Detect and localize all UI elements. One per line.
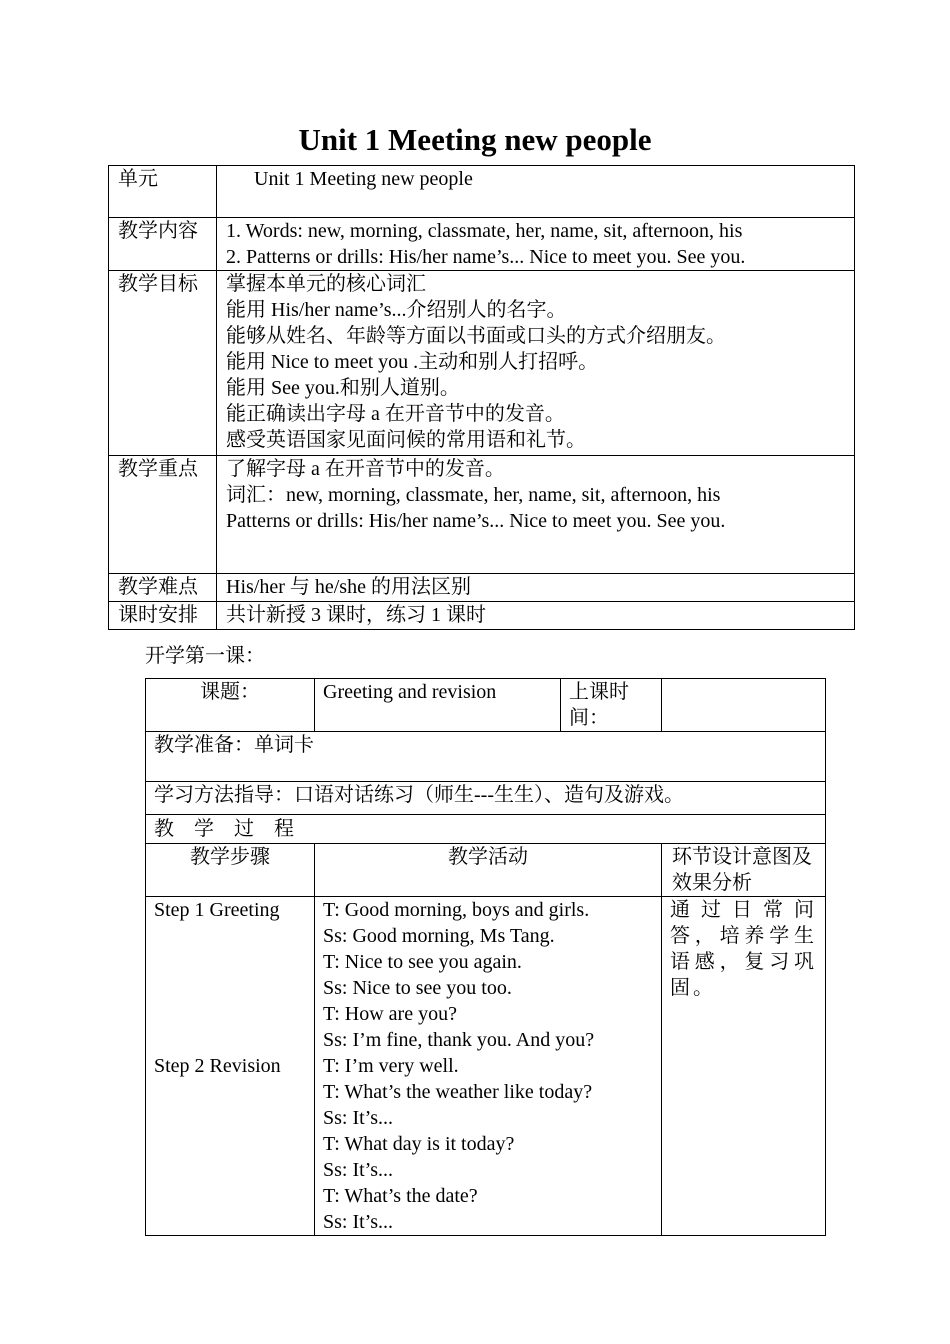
time-value xyxy=(662,679,826,732)
page-title: Unit 1 Meeting new people xyxy=(298,122,652,157)
process-heading: 教学过程 xyxy=(146,815,826,844)
key-point-line: Patterns or drills: His/her name’s... Nice to meet you. See you. xyxy=(226,510,726,532)
content-label: 教学内容 xyxy=(109,218,217,271)
objective-line: 能正确读出字母 a 在开音节中的发音。 xyxy=(226,403,565,425)
activity-line: T: Nice to see you again. xyxy=(323,951,522,973)
activity-line: Ss: I’m fine, thank you. And you? xyxy=(323,1029,595,1051)
step-label: Step 1 Greeting xyxy=(154,899,280,921)
topic-value: Greeting and revision xyxy=(315,679,561,732)
design-note: 通过日常问答，培养学生语感，复习巩固。 xyxy=(662,897,826,1236)
method-guidance: 学习方法指导：口语对话练习（师生---生生）、造句及游戏。 xyxy=(146,782,826,815)
time-label: 上课时间： xyxy=(561,679,662,732)
objective-line: 能用 See you.和别人道别。 xyxy=(226,377,460,399)
activity-line: T: What’s the date? xyxy=(323,1185,478,1207)
activity-line: Ss: Good morning, Ms Tang. xyxy=(323,925,555,947)
activity-line: Ss: It’s... xyxy=(323,1211,394,1233)
content-line: 2. Patterns or drills: His/her name’s... Nice to meet you. See you. xyxy=(226,246,746,268)
key-point-line: 了解字母 a 在开音节中的发音。 xyxy=(226,458,505,480)
activities-header: 教学活动 xyxy=(315,844,662,897)
section-heading: 开学第一课： xyxy=(145,645,265,667)
objectives-value xyxy=(217,271,855,456)
steps-cell xyxy=(146,897,315,1236)
activities-cell xyxy=(315,897,662,1236)
unit-label: 单元 xyxy=(109,166,217,218)
activity-line: T: What day is it today? xyxy=(323,1133,515,1155)
activity-line: T: I’m very well. xyxy=(323,1055,459,1077)
key-points-value xyxy=(217,456,855,574)
topic-label: 课题： xyxy=(146,679,315,732)
preparation: 教学准备：单词卡 xyxy=(146,732,826,782)
unit-value: Unit 1 Meeting new people xyxy=(217,166,855,218)
objective-line: 能用 Nice to meet you .主动和别人打招呼。 xyxy=(226,351,599,373)
key-point-line: 词汇：new, morning, classmate, her, name, sit, afternoon, his xyxy=(226,484,721,506)
activity-line: Ss: It’s... xyxy=(323,1159,394,1181)
schedule-value: 共计新授 3 课时，练习 1 课时 xyxy=(217,602,855,630)
key-points-label: 教学重点 xyxy=(109,456,217,574)
difficulties-label: 教学难点 xyxy=(109,574,217,602)
content-line: 1. Words: new, morning, classmate, her, name, sit, afternoon, his xyxy=(226,220,743,242)
steps-header: 教学步骤 xyxy=(146,844,315,897)
activity-line: Ss: Nice to see you too. xyxy=(323,977,512,999)
objective-line: 感受英语国家见面问候的常用语和礼节。 xyxy=(226,429,586,451)
content-value xyxy=(217,218,855,271)
schedule-label: 课时安排 xyxy=(109,602,217,630)
lesson-plan-table xyxy=(145,678,826,1236)
difficulties-value: His/her 与 he/she 的用法区别 xyxy=(217,574,855,602)
activity-line: T: How are you? xyxy=(323,1003,457,1025)
objectives-label: 教学目标 xyxy=(109,271,217,456)
objective-line: 能够从姓名、年龄等方面以书面或口头的方式介绍朋友。 xyxy=(226,325,726,347)
activity-line: T: What’s the weather like today? xyxy=(323,1081,593,1103)
activity-line: Ss: It’s... xyxy=(323,1107,394,1129)
activity-line: T: Good morning, boys and girls. xyxy=(323,899,590,921)
unit-overview-table xyxy=(108,165,855,630)
step-label: Step 2 Revision xyxy=(154,1055,281,1077)
objective-line: 掌握本单元的核心词汇 xyxy=(226,273,426,295)
design-header: 环节设计意图及效果分析 xyxy=(662,844,826,897)
objective-line: 能用 His/her name’s...介绍别人的名字。 xyxy=(226,299,567,321)
